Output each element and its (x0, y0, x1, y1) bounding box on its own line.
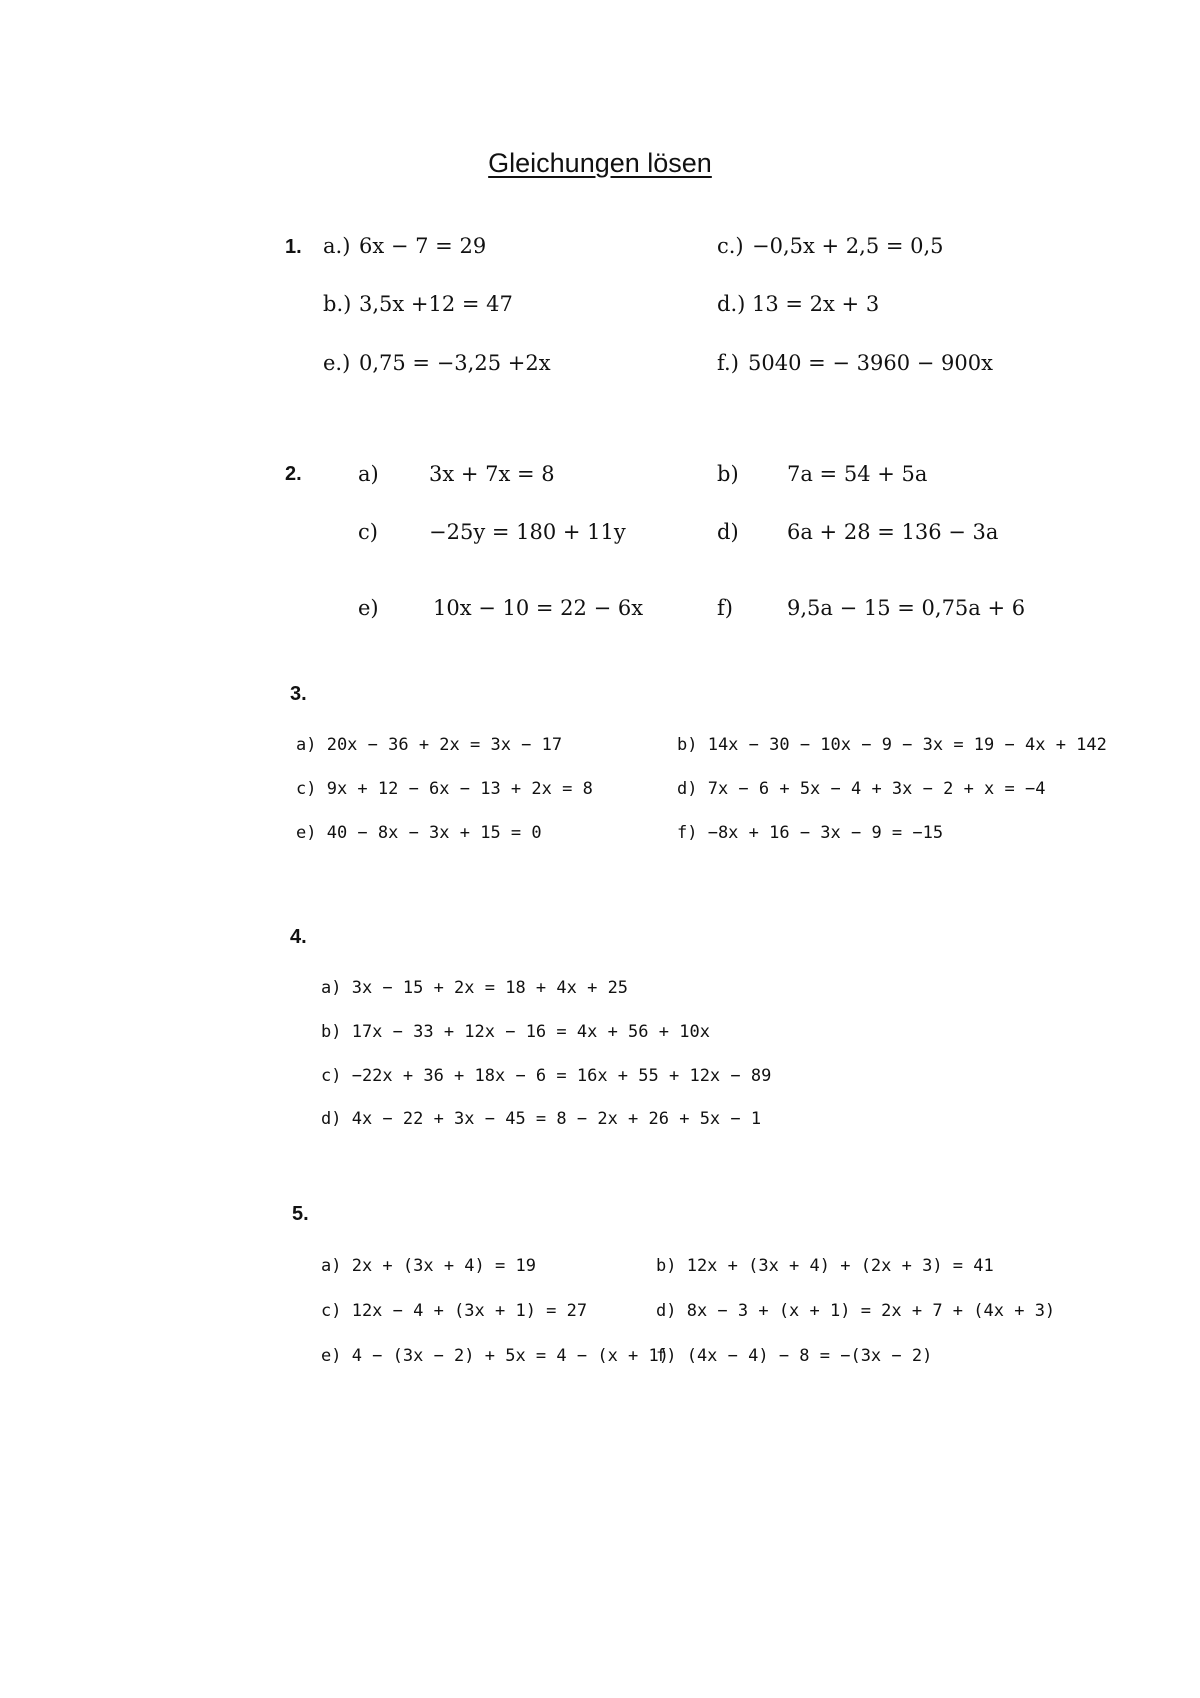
task-2a-label: a) (358, 462, 379, 486)
exercise-4-number: 4. (290, 926, 307, 948)
task-1d-equation: 13 = 2x + 3 (752, 292, 880, 316)
task-3e-equation: e) 40 − 8x − 3x + 15 = 0 (296, 823, 542, 843)
task-2e-equation: 10x − 10 = 22 − 6x (433, 596, 644, 620)
task-2e-label: e) (358, 596, 379, 620)
exercise-2-number: 2. (285, 463, 302, 485)
task-1f-equation: 5040 = − 3960 − 900x (748, 351, 993, 375)
task-3b-equation: b) 14x − 30 − 10x − 9 − 3x = 19 − 4x + 142 (677, 735, 1107, 755)
task-1e-label: e.) (323, 351, 351, 375)
task-3a-equation: a) 20x − 36 + 2x = 3x − 17 (296, 735, 563, 755)
task-2f-equation: 9,5a − 15 = 0,75a + 6 (787, 596, 1026, 620)
task-5f-equation: f) (4x − 4) − 8 = −(3x − 2) (656, 1346, 933, 1366)
task-3c-equation: c) 9x + 12 − 6x − 13 + 2x = 8 (296, 779, 593, 799)
page-title: Gleichungen lösen (488, 148, 712, 178)
task-4d-equation: d) 4x − 22 + 3x − 45 = 8 − 2x + 26 + 5x − 1 (321, 1109, 762, 1129)
task-5a-equation: a) 2x + (3x + 4) = 19 (321, 1256, 536, 1276)
task-2f-label: f) (717, 596, 733, 620)
task-5d-equation: d) 8x − 3 + (x + 1) = 2x + 7 + (4x + 3) (656, 1301, 1056, 1321)
task-2d-label: d) (717, 520, 739, 544)
task-1a-label: a.) (323, 234, 351, 258)
task-2c-equation: −25y = 180 + 11y (429, 520, 626, 544)
task-1c-equation: −0,5x + 2,5 = 0,5 (752, 234, 944, 258)
exercise-3-number: 3. (290, 683, 307, 705)
task-4c-equation: c) −22x + 36 + 18x − 6 = 16x + 55 + 12x − 89 (321, 1066, 772, 1086)
exercise-1-number: 1. (285, 236, 302, 258)
task-1d-label: d.) (717, 292, 746, 316)
task-1f-label: f.) (717, 351, 739, 375)
task-1e-equation: 0,75 = −3,25 +2x (359, 351, 551, 375)
task-1b-equation: 3,5x +12 = 47 (359, 292, 513, 316)
task-3d-equation: d) 7x − 6 + 5x − 4 + 3x − 2 + x = −4 (677, 779, 1046, 799)
task-1a-equation: 6x − 7 = 29 (359, 234, 487, 258)
exercise-5-number: 5. (292, 1203, 309, 1225)
task-5e-equation: e) 4 − (3x − 2) + 5x = 4 − (x + 1) (321, 1346, 669, 1366)
task-3f-equation: f) −8x + 16 − 3x − 9 = −15 (677, 823, 944, 843)
task-5b-equation: b) 12x + (3x + 4) + (2x + 3) = 41 (656, 1256, 994, 1276)
task-2b-equation: 7a = 54 + 5a (787, 462, 928, 486)
task-5c-equation: c) 12x − 4 + (3x + 1) = 27 (321, 1301, 588, 1321)
task-4a-equation: a) 3x − 15 + 2x = 18 + 4x + 25 (321, 978, 629, 998)
task-1c-label: c.) (717, 234, 744, 258)
task-1b-label: b.) (323, 292, 352, 316)
task-4b-equation: b) 17x − 33 + 12x − 16 = 4x + 56 + 10x (321, 1022, 710, 1042)
task-2b-label: b) (717, 462, 739, 486)
task-2c-label: c) (358, 520, 378, 544)
task-2d-equation: 6a + 28 = 136 − 3a (787, 520, 999, 544)
task-2a-equation: 3x + 7x = 8 (429, 462, 555, 486)
